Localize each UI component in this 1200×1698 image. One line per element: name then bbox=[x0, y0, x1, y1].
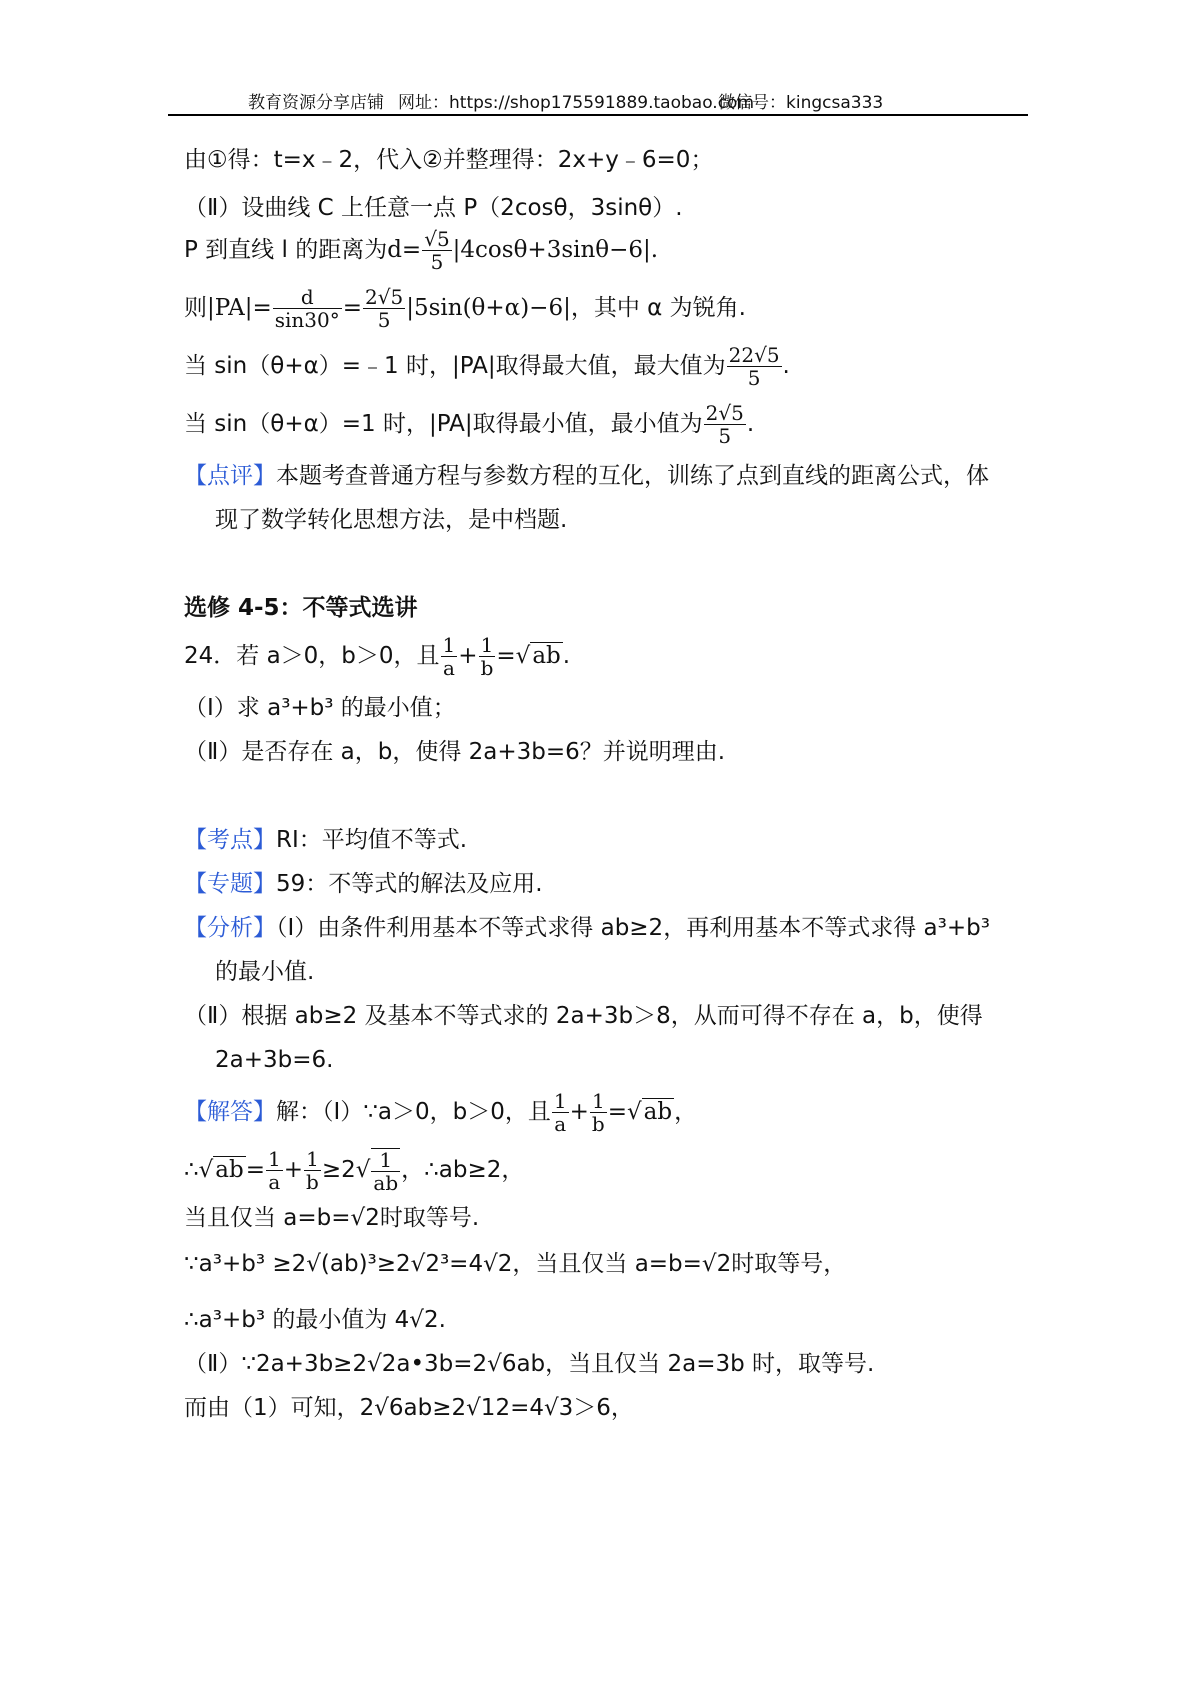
frac-den: 5 bbox=[747, 366, 761, 390]
solution-line-7: 而由（1）可知，2√6ab≥2√12=4√3＞6， bbox=[184, 1395, 634, 1421]
jieda-tag: 【解答】 bbox=[184, 1099, 276, 1125]
solution-line-2 bbox=[184, 1148, 524, 1194]
pa-expr: |5sin(θ+α)−6| bbox=[406, 295, 571, 321]
plus: + bbox=[569, 1099, 589, 1125]
frac-den: sin30° bbox=[274, 308, 340, 332]
line-4-suffix: ，其中 α 为锐角. bbox=[570, 295, 746, 321]
equals: = bbox=[342, 295, 363, 321]
solution-suffix: ， bbox=[674, 1099, 698, 1125]
fenxi-line-3: （Ⅱ）根据 ab≥2 及基本不等式求的 2a+3b＞8，从而可得不存在 a，b，使得 bbox=[184, 1003, 983, 1029]
solution-line-4: ∵a³+b³ ≥2√(ab)³≥2√2³=4√2，当且仅当 a=b=√2时取等号， bbox=[184, 1251, 847, 1277]
page-header bbox=[168, 78, 1028, 116]
frac-den: a bbox=[442, 656, 455, 680]
solution-2-suffix: ，∴ab≥2， bbox=[401, 1157, 525, 1183]
review-tag: 【点评】 bbox=[184, 463, 276, 489]
s1-frac-1 bbox=[552, 1090, 569, 1135]
zhuanti-text: 59：不等式的解法及应用. bbox=[276, 871, 543, 897]
solution-prefix: 解：（Ⅰ）∵a＞0，b＞0，且 bbox=[276, 1099, 551, 1125]
frac-num: 1 bbox=[590, 1090, 607, 1113]
sqrt-ab: √ab bbox=[627, 1099, 673, 1125]
frac-num: 2√5 bbox=[365, 285, 404, 309]
radicand: ab bbox=[643, 1099, 673, 1125]
s1-frac-2 bbox=[590, 1090, 607, 1135]
frac-den: 5 bbox=[430, 250, 444, 274]
distance-symbol: d= bbox=[387, 237, 422, 263]
zhuanti-tag: 【专题】 bbox=[184, 871, 276, 897]
line-6-suffix: . bbox=[746, 411, 755, 437]
line-2: （Ⅱ）设曲线 C 上任意一点 P（2cosθ，3sinθ）. bbox=[184, 195, 683, 221]
frac-den: a bbox=[268, 1170, 281, 1194]
frac-den: ab bbox=[373, 1171, 399, 1195]
part-2: （Ⅱ）是否存在 a，b，使得 2a+3b=6？并说明理由. bbox=[184, 739, 726, 765]
question-suffix: . bbox=[562, 643, 571, 669]
part-1: （Ⅰ）求 a³+b³ 的最小值； bbox=[184, 695, 456, 721]
section-title: 选修 4-5：不等式选讲 bbox=[184, 595, 418, 621]
sqrt-ab: √ab bbox=[515, 643, 561, 669]
solution-line-3: 当且仅当 a=b=√2时取等号. bbox=[184, 1205, 480, 1231]
line-4 bbox=[184, 286, 746, 331]
sqrt-ab: √ab bbox=[198, 1157, 244, 1183]
line-6-prefix: 当 sin（θ+α）=1 时，|PA|取得最小值，最小值为 bbox=[184, 411, 703, 437]
line-6 bbox=[184, 402, 754, 447]
plus: + bbox=[283, 1157, 304, 1183]
frac-num: 1 bbox=[304, 1148, 321, 1171]
equals: = bbox=[245, 1157, 266, 1183]
pa-fraction-2 bbox=[363, 286, 405, 331]
frac-den: a bbox=[554, 1112, 567, 1136]
radicand: ab bbox=[532, 643, 561, 669]
frac-den: b bbox=[306, 1170, 319, 1194]
therefore: ∴ bbox=[184, 1157, 199, 1183]
fenxi-text-1: （Ⅰ）由条件利用基本不等式求得 ab≥2，再利用基本不等式求得 a³+b³ bbox=[276, 915, 990, 941]
s2-frac-2 bbox=[304, 1148, 321, 1193]
question-prefix: 24．若 a＞0，b＞0，且 bbox=[184, 643, 440, 669]
ge-two: ≥2 bbox=[321, 1157, 356, 1183]
line-5-suffix: . bbox=[782, 353, 790, 379]
frac-num: 1 bbox=[479, 634, 496, 657]
fenxi-line-4: 2a+3b=6. bbox=[215, 1047, 334, 1073]
frac-den: b bbox=[480, 656, 494, 680]
header-brand: 教育资源分享店铺 bbox=[248, 93, 384, 113]
solution-line-5: ∴a³+b³ 的最小值为 4√2. bbox=[184, 1307, 446, 1333]
kaodian-line bbox=[184, 826, 467, 854]
zhuanti-line bbox=[184, 870, 543, 898]
line-5 bbox=[184, 344, 790, 389]
line-5-prefix: 当 sin（θ+α）=﹣1 时，|PA|取得最大值，最大值为 bbox=[184, 353, 726, 379]
q-frac-1 bbox=[441, 634, 458, 679]
frac-num: 1 bbox=[268, 1147, 281, 1171]
solution-line-6: （Ⅱ）∵2a+3b≥2√2a•3b=2√6ab，当且仅当 2a=3b 时，取等号. bbox=[184, 1351, 875, 1377]
line-1: 由①得：t=x﹣2，代入②并整理得：2x+y﹣6=0； bbox=[184, 147, 714, 173]
frac-num: 2√5 bbox=[705, 401, 744, 425]
fenxi-tag: 【分析】 bbox=[184, 915, 276, 941]
solution-line-1 bbox=[184, 1090, 697, 1135]
distance-fraction bbox=[422, 228, 451, 273]
header-wechat: 微信号：kingcsa333 bbox=[718, 93, 884, 113]
radicand: ab bbox=[215, 1157, 244, 1183]
frac-num: √5 bbox=[424, 227, 450, 251]
distance-expr: |4cosθ+3sinθ−6|. bbox=[452, 237, 659, 263]
frac-den: b bbox=[591, 1112, 605, 1136]
line-4-prefix: 则 bbox=[184, 295, 207, 321]
frac-num: 1 bbox=[442, 633, 456, 657]
kaodian-text: RI：平均值不等式. bbox=[276, 827, 468, 853]
kaodian-tag: 【考点】 bbox=[184, 827, 276, 853]
max-fraction bbox=[727, 344, 782, 389]
pa-fraction-1 bbox=[273, 286, 342, 331]
sqrt-frac-inner bbox=[371, 1148, 400, 1194]
line-3-prefix: P 到直线 l 的距离为 bbox=[184, 237, 388, 263]
sqrt-frac: √ $\frac{1}{ab}$ bbox=[355, 1148, 399, 1195]
frac-den: 5 bbox=[718, 424, 732, 448]
question-24 bbox=[184, 634, 570, 679]
review-line-2: 现了数学转化思想方法，是中档题. bbox=[215, 507, 568, 533]
fenxi-line bbox=[184, 914, 990, 942]
equals: = bbox=[496, 643, 516, 669]
frac-num: 22√5 bbox=[728, 343, 780, 367]
header-url: 网址：https://shop175591889.taobao.com bbox=[398, 93, 755, 113]
q-frac-2 bbox=[479, 634, 496, 679]
frac-num: d bbox=[273, 286, 342, 309]
review-line-1 bbox=[184, 462, 989, 490]
pa-abs: |PA|= bbox=[207, 295, 272, 321]
plus: + bbox=[458, 643, 478, 669]
equals: = bbox=[607, 1099, 627, 1125]
review-text-1: 本题考查普通方程与参数方程的互化，训练了点到直线的距离公式，体 bbox=[276, 463, 989, 489]
line-3 bbox=[184, 228, 658, 273]
frac-num: 1 bbox=[553, 1089, 567, 1113]
frac-num: 1 bbox=[371, 1149, 400, 1172]
min-fraction bbox=[704, 402, 746, 447]
frac-den: 5 bbox=[377, 308, 391, 332]
fenxi-line-2: 的最小值. bbox=[215, 959, 315, 985]
s2-frac-1 bbox=[266, 1148, 283, 1193]
